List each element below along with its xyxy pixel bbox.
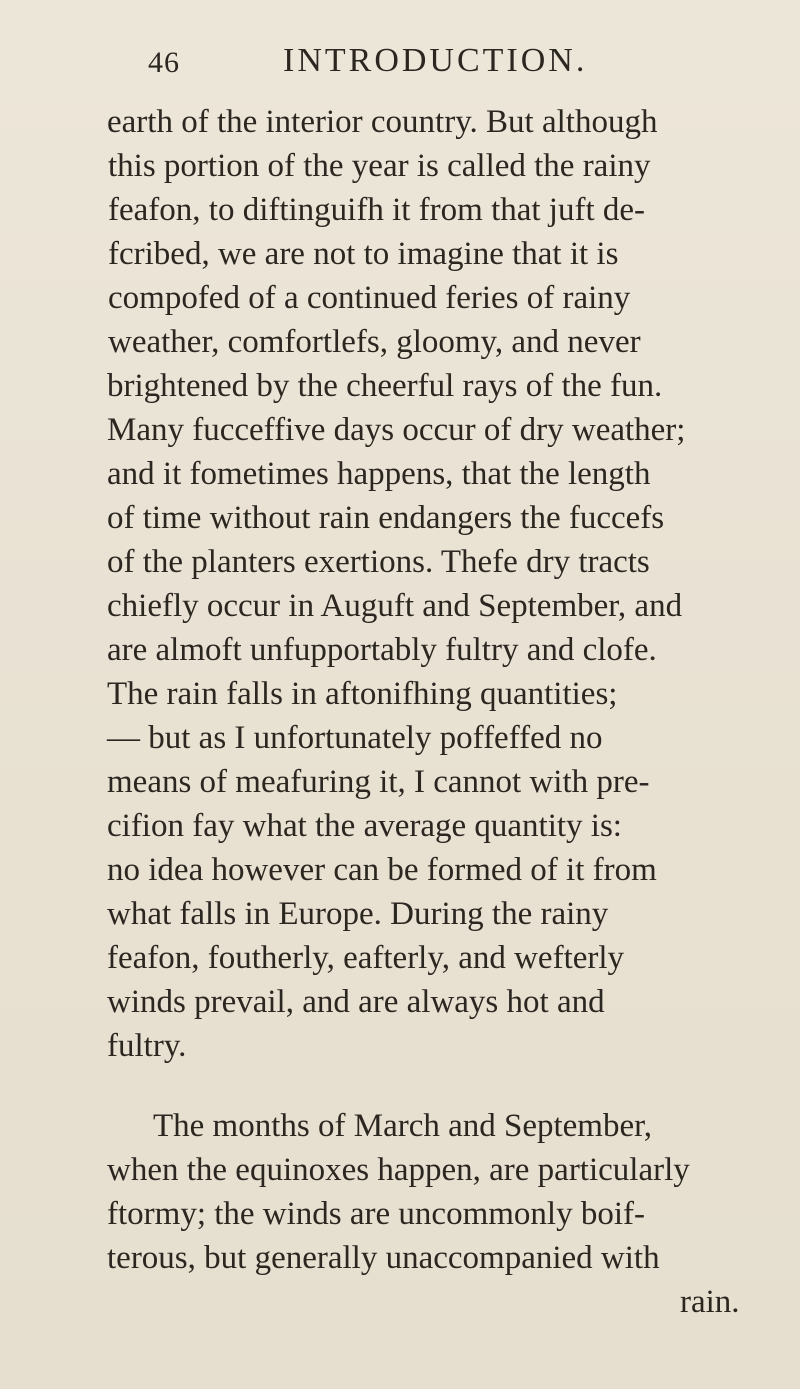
text-line: compofed of a continued feries of rainy xyxy=(108,280,631,316)
text-line: means of meafuring it, I cannot with pre- xyxy=(107,764,650,800)
text-line: ftormy; the winds are uncommonly boif- xyxy=(107,1196,645,1232)
text-line: The rain falls in aftonifhing quantities; xyxy=(107,676,618,712)
text-line: — but as I unfortunately poffeffed no xyxy=(107,720,603,756)
text-line: of time without rain endangers the fuccefs xyxy=(107,500,665,536)
text-line: this portion of the year is called the rainy xyxy=(108,148,651,184)
text-line: no idea however can be formed of it from xyxy=(107,852,657,888)
text-line: when the equinoxes happen, are particularly xyxy=(107,1152,690,1188)
text-line: weather, comfortlefs, gloomy, and never xyxy=(108,324,641,360)
text-line: and it fometimes happens, that the length xyxy=(107,456,651,492)
text-line: Many fucceffive days occur of dry weather; xyxy=(107,412,686,448)
text-line: feafon, foutherly, eafterly, and wefterly xyxy=(107,940,625,976)
text-line: of the planters exertions. Thefe dry tracts xyxy=(107,544,650,580)
text-line: chiefly occur in Auguft and September, and xyxy=(107,588,683,624)
text-line: fultry. xyxy=(107,1028,187,1064)
page-number: 46 xyxy=(148,46,180,79)
text-line: earth of the interior country. But although xyxy=(107,104,658,140)
text-line: feafon, to diftinguifh it from that juft de- xyxy=(108,192,646,228)
running-head: INTRODUCTION. xyxy=(283,42,588,79)
text-line: fcribed, we are not to imagine that it is xyxy=(108,236,619,272)
text-line: cifion fay what the average quantity is: xyxy=(107,808,622,844)
text-line: winds prevail, and are always hot and xyxy=(107,984,605,1020)
text-line: are almoft unfupportably fultry and clofe. xyxy=(107,632,657,668)
text-line: brightened by the cheerful rays of the fun. xyxy=(107,368,663,404)
text-line: terous, but generally unaccompanied with xyxy=(107,1240,660,1276)
text-line: The months of March and September, xyxy=(153,1108,653,1144)
text-line: rain. xyxy=(680,1284,740,1320)
text-line: what falls in Europe. During the rainy xyxy=(107,896,609,932)
